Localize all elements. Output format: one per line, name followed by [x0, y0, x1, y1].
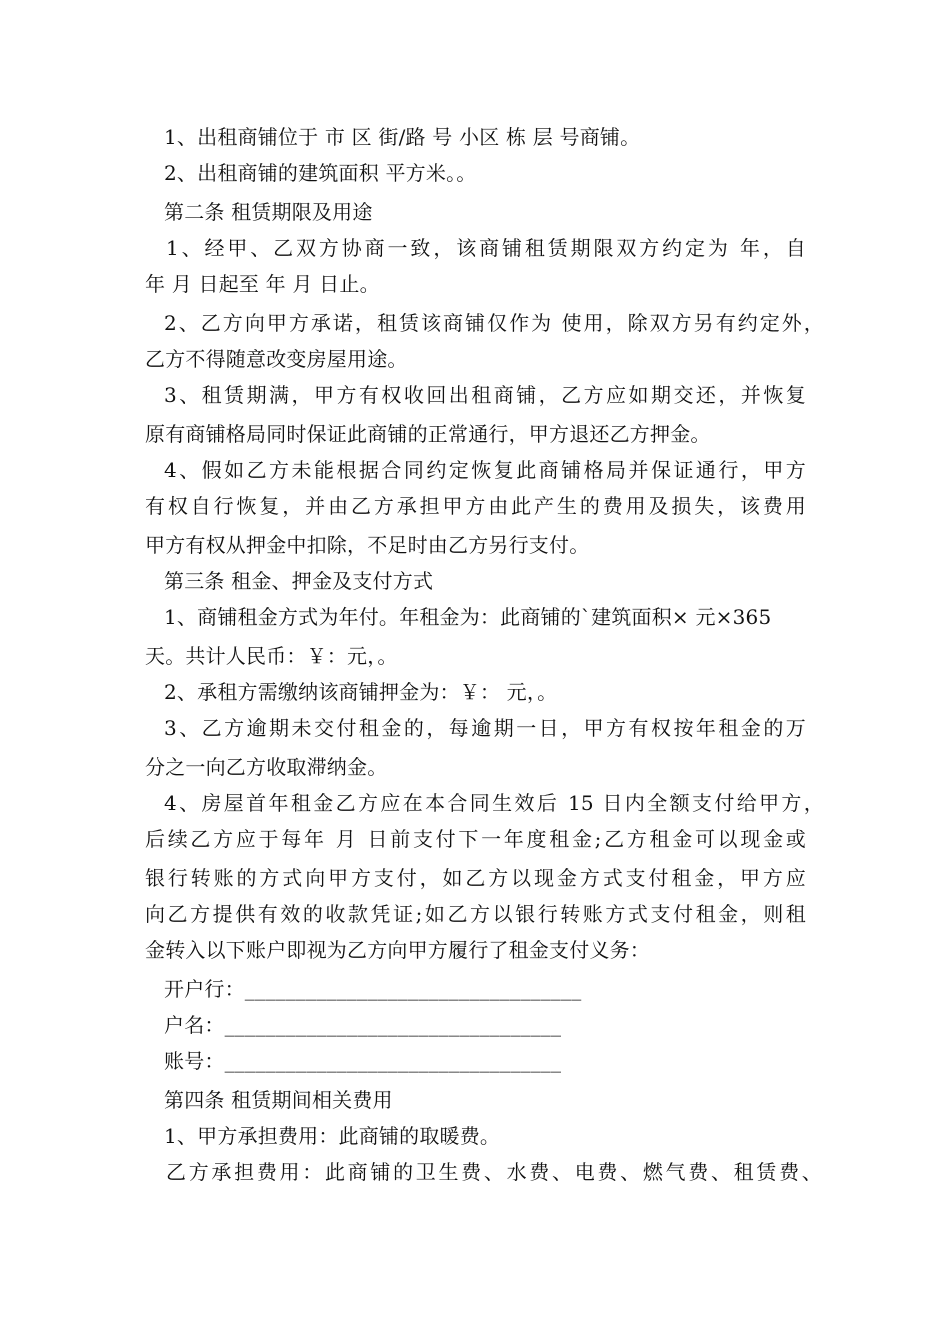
text-line: 3、乙方逾期未交付租金的，每逾期一日，甲方有权按年租金的万 — [164, 716, 806, 740]
text-line: 4、假如乙方未能根据合同约定恢复此商铺格局并保证通行，甲方 — [164, 458, 806, 482]
text-line: 3、租赁期满，甲方有权收回出租商铺，乙方应如期交还，并恢复 — [164, 383, 806, 407]
text-line: 1、商铺租金方式为年付。年租金为：此商铺的`建筑面积× 元×365 — [164, 605, 772, 629]
text-line: 1、甲方承担费用：此商铺的取暖费。 — [164, 1124, 501, 1148]
text-line: 2、承租方需缴纳该商铺押金为：￥： 元，。 — [164, 680, 558, 704]
text-line: 分之一向乙方收取滞纳金。 — [145, 755, 388, 779]
account-name-field: 户名：_________________________________ — [164, 1013, 562, 1037]
text-line: 天。共计人民币：￥：元，。 — [145, 644, 398, 668]
text-line: 有权自行恢复，并由乙方承担甲方由此产生的费用及损失，该费用 — [145, 494, 806, 518]
text-line: 年 月 日起至 年 月 日止。 — [145, 272, 380, 296]
text-line: 金转入以下账户即视为乙方向甲方履行了租金支付义务： — [145, 938, 650, 962]
text-line: 乙方承担费用：此商铺的卫生费、水费、电费、燃气费、租赁费、 — [166, 1160, 822, 1184]
text-line: 2、出租商铺的建筑面积 平方米。。 — [164, 161, 477, 185]
text-line: 乙方不得随意改变房屋用途。 — [145, 347, 408, 371]
text-line: 银行转账的方式向甲方支付，如乙方以现金方式支付租金，甲方应 — [145, 866, 806, 890]
text-line: 4、房屋首年租金乙方应在本合同生效后 15 日内全额支付给甲方， — [164, 791, 824, 815]
bank-name-field: 开户行：_________________________________ — [164, 977, 582, 1001]
text-line: 1、出租商铺位于 市 区 街/路 号 小区 栋 层 号商铺。 — [164, 125, 641, 149]
text-line: 向乙方提供有效的收款凭证;如乙方以银行转账方式支付租金，则租 — [145, 902, 806, 926]
text-line: 原有商铺格局同时保证此商铺的正常通行，甲方退还乙方押金。 — [145, 422, 711, 446]
section-heading: 第二条 租赁期限及用途 — [164, 200, 373, 224]
text-line: 甲方有权从押金中扣除，不足时由乙方另行支付。 — [145, 533, 590, 557]
text-line: 2、乙方向甲方承诺，租赁该商铺仅作为 使用，除双方另有约定外， — [164, 311, 824, 335]
text-line: 1、经甲、乙双方协商一致，该商铺租赁期限双方约定为 年，自 — [166, 236, 806, 260]
section-heading: 第四条 租赁期间相关费用 — [164, 1088, 393, 1112]
text-line: 后续乙方应于每年 月 日前支付下一年度租金;乙方租金可以现金或 — [145, 827, 806, 851]
account-number-field: 账号：_________________________________ — [164, 1049, 562, 1073]
section-heading: 第三条 租金、押金及支付方式 — [164, 569, 434, 593]
